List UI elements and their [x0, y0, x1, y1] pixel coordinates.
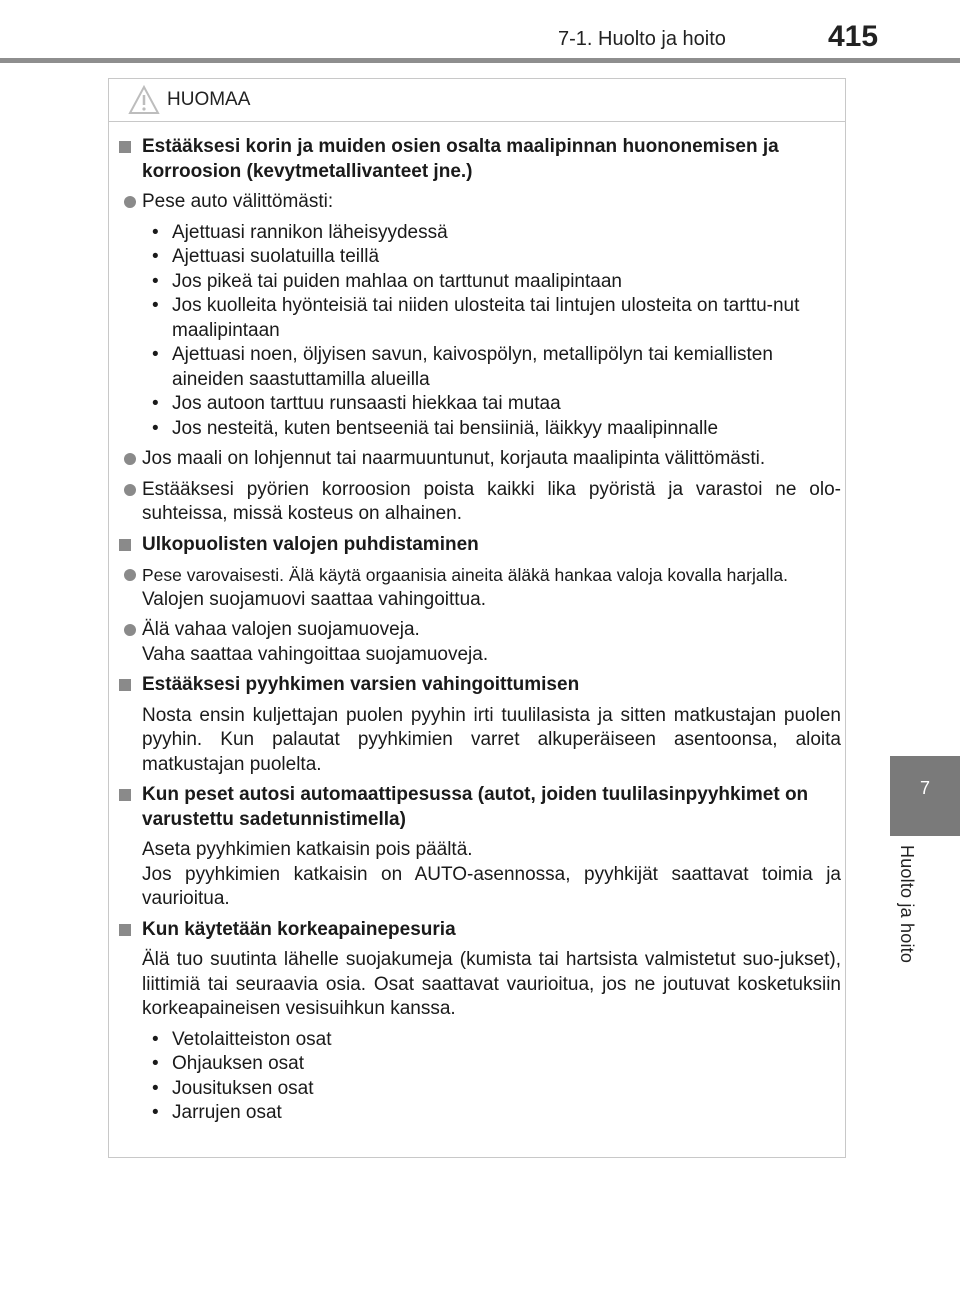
round-bullet-icon	[124, 453, 136, 465]
chapter-tab	[890, 756, 960, 836]
square-bullet-icon	[119, 539, 131, 551]
sub-list-item: • Ajettuasi noen, öljyisen savun, kaivospölyn, metallipölyn tai kemiallisten aineiden saastuttamilla alueilla	[152, 344, 773, 390]
list-item: Pese varovaisesti. Älä käytä orgaanisia aineita äläkä hankaa valoja kovalla harjalla. Valojen suojamuovi saattaa vahingoittua.	[119, 563, 841, 612]
header-divider	[0, 58, 960, 63]
section-heading: Kun peset autosi automaattipesussa (autot, joiden tuulilasinpyyhkimet on varustettu sadetunnistimella)	[119, 783, 841, 832]
sub-list-item: • Ajettuasi suolatuilla teillä	[152, 246, 380, 267]
sub-list-item: • Jousituksen osat	[152, 1077, 314, 1099]
sub-list	[119, 221, 841, 442]
square-bullet-icon	[119, 924, 131, 936]
sub-list-item: • Ajettuasi rannikon läheisyydessä	[152, 221, 448, 243]
list-item: Älä vahaa valojen suojamuoveja. Vaha saattaa vahingoittaa suojamuoveja.	[119, 618, 841, 667]
square-bullet-icon	[119, 141, 131, 153]
paragraph: Aseta pyyhkimien katkaisin pois päältä. Jos pyyhkimien katkaisin on AUTO-asennossa, pyyhkijät saattavat toimia ja vaurioitua.	[142, 839, 841, 909]
list-item: Jos maali on lohjennut tai naarmuuntunut, korjauta maalipinta välittömästi.	[119, 447, 841, 472]
sub-list-item: • Jos nesteitä, kuten bentseeniä tai bensiiniä, läikkyy maalipinnalle	[152, 417, 719, 439]
warning-icon	[128, 85, 160, 115]
square-bullet-icon	[119, 679, 131, 691]
notice-title: HUOMAA	[167, 89, 251, 110]
section-heading: Kun käytetään korkeapainepesuria	[119, 918, 841, 943]
round-bullet-icon	[124, 624, 136, 636]
paragraph: Nosta ensin kuljettajan puolen pyyhin irti tuulilasista ja sitten matkustajan puolen pyyhin. Kun palautat pyyhkimien varret alkuperäiseen asentoonsa, aloita matkustajan puolelta.	[142, 704, 841, 775]
chapter-number: 7	[919, 778, 930, 798]
sub-list-item: • Vetolaitteiston osat	[152, 1028, 332, 1050]
section-heading: Estääksesi korin ja muiden osien osalta maalipinnan huononemisen ja korroosion (kevytmetallivanteet jne.)	[119, 135, 841, 184]
sub-list	[119, 1028, 841, 1126]
sub-list-item: • Jos autoon tarttuu runsaasti hiekkaa tai mutaa	[152, 393, 561, 414]
section-heading: Estääksesi pyyhkimen varsien vahingoittumisen	[119, 673, 841, 698]
list-item: Pese auto välittömästi:	[119, 190, 841, 215]
chapter-label: Huolto ja hoito	[897, 845, 917, 964]
round-bullet-icon	[124, 569, 136, 581]
sub-list-item: • Ohjauksen osat	[152, 1053, 305, 1074]
notice-content	[119, 135, 841, 1132]
round-bullet-icon	[124, 484, 136, 496]
notice-header	[109, 79, 845, 122]
square-bullet-icon	[119, 789, 131, 801]
page-number: 415	[828, 20, 879, 53]
header-section-title: 7-1. Huolto ja hoito	[558, 28, 726, 50]
sub-list-item: • Jarrujen osat	[152, 1102, 282, 1123]
notice-box	[108, 78, 846, 1158]
round-bullet-icon	[124, 196, 136, 208]
list-item: Estääksesi pyörien korroosion poista kaikki lika pyöristä ja varastoi ne olo-suhteissa, missä kosteus on alhainen.	[119, 478, 841, 527]
section-heading: Ulkopuolisten valojen puhdistaminen	[119, 533, 841, 558]
paragraph: Älä tuo suutinta lähelle suojakumeja (kumista tai hartsista valmistetut suo-jukset), liittimiä tai seuraavia osia. Osat saattavat vaurioitua, jos ne joutuvat kosketuksiin korkeapaineisen vesisuihkun kanssa.	[142, 949, 841, 1019]
sub-list-item: • Jos kuolleita hyönteisiä tai niiden ulosteita tai lintujen ulosteita on tarttu-nut maalipintaan	[152, 295, 800, 341]
sub-list-item: • Jos pikeä tai puiden mahlaa on tarttunut maalipintaan	[152, 270, 622, 292]
